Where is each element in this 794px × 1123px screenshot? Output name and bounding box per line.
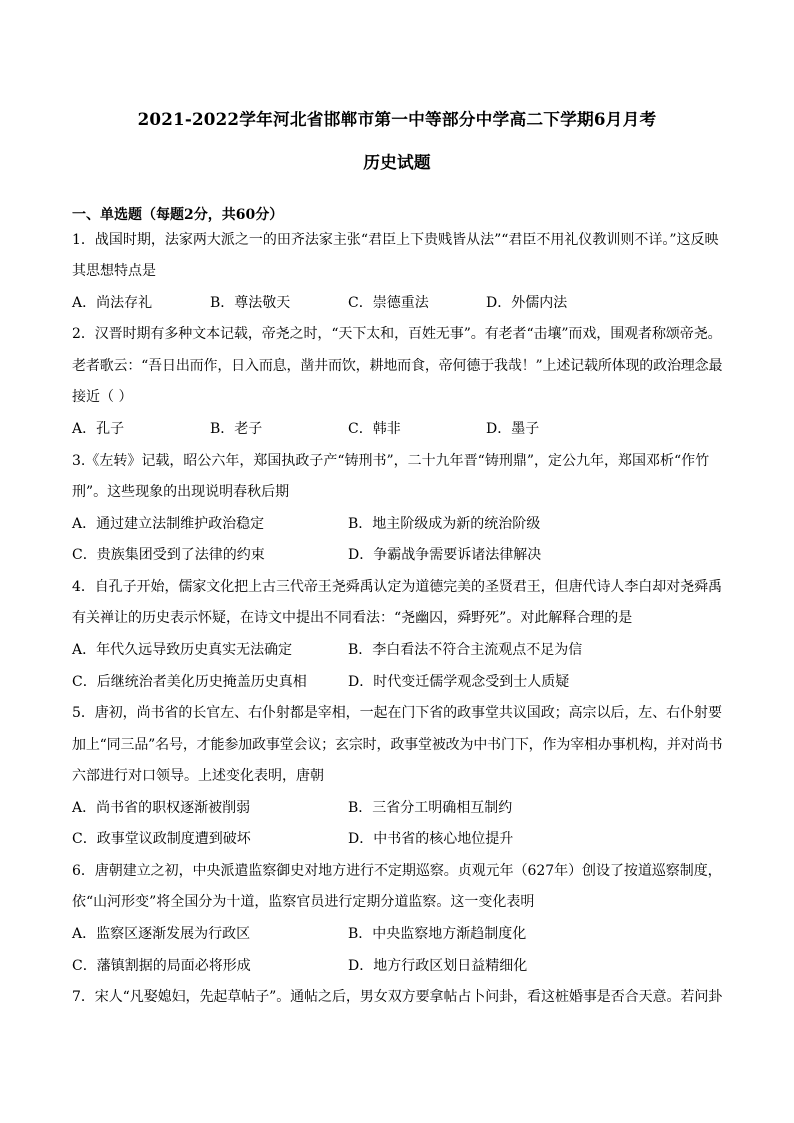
question-6-line-1: 6．唐朝建立之初，中央派遣监察御史对地方进行不定期巡察。贞观元年（627年）创设了按道巡察制度， — [72, 863, 722, 879]
question-6-option-b: B．中央监察地方渐趋制度化 — [348, 926, 527, 942]
question-3-option-b: B．地主阶级成为新的统治阶级 — [348, 516, 541, 532]
question-6-line-2: 依“山河形变”将全国分为十道，监察官员进行定期分道监察。这一变化表明 — [72, 894, 535, 910]
question-4-line-2: 有关禅让的历史表示怀疑，在诗文中提出不同看法：“尧幽囚，舜野死”。对此解释合理的是 — [72, 610, 633, 626]
question-1-option-d: D．外儒内法 — [486, 295, 568, 311]
question-2-line-2: 老者歌云：“吾日出而作，日入而息，凿井而饮，耕地而食，帝何德于我哉！”上述记载所体现的政治理念最 — [72, 358, 723, 374]
question-1-line-2: 其思想特点是 — [72, 263, 156, 279]
question-4-option-a: A．年代久远导致历史真实无法确定 — [72, 642, 293, 658]
question-2-line-3: 接近（ ） — [72, 389, 133, 405]
question-6-option-d: D．地方行政区划日益精细化 — [348, 958, 528, 974]
question-4-option-b: B．李白看法不符合主流观点不足为信 — [348, 642, 583, 658]
question-5-line-1: 5．唐初，尚书省的长官左、右仆射都是宰相，一起在门下省的政事堂共议国政；高宗以后，左、右仆射要 — [72, 705, 722, 721]
question-2-option-a: A．孔子 — [72, 421, 125, 437]
question-2-option-c: C．韩非 — [348, 421, 401, 437]
question-5-option-d: D．中书省的核心地位提升 — [348, 831, 514, 847]
question-1-option-c: C．崇德重法 — [348, 295, 429, 311]
question-3-line-2: 刑”。这些现象的出现说明春秋后期 — [72, 484, 290, 500]
question-1-option-b: B．尊法敬天 — [210, 295, 291, 311]
document-title: 2021-2022学年河北省邯郸市第一中等部分中学高二下学期6月月考 — [137, 109, 657, 129]
section-heading: 一、单选题（每题2分，共60分） — [72, 207, 284, 223]
question-5-option-a: A．尚书省的职权逐渐被削弱 — [72, 800, 251, 816]
question-4-option-d: D．时代变迁儒学观念受到士人质疑 — [348, 674, 570, 690]
question-2-option-b: B．老子 — [210, 421, 263, 437]
question-2-line-1: 2．汉晋时期有多种文本记载，帝尧之时，“天下太和，百姓无事”。有老者“击壤”而戏，围观者称颂帝尧。 — [72, 326, 722, 342]
question-6-option-a: A．监察区逐渐发展为行政区 — [72, 926, 251, 942]
question-4-option-c: C．后继统治者美化历史掩盖历史真相 — [72, 674, 307, 690]
question-1-line-1: 1．战国时期，法家两大派之一的田齐法家主张“君臣上下贵贱皆从法”“君臣不用礼仪教训则不详。”这反映 — [72, 232, 719, 248]
question-5-option-b: B．三省分工明确相互制约 — [348, 800, 513, 816]
document-subtitle: 历史试题 — [363, 152, 431, 172]
question-7-line-1: 7．宋人“凡娶媳妇，先起草帖子”。通帖之后，男女双方要拿帖占卜问卦，看这桩婚事是否合天意。若问卦 — [72, 989, 723, 1005]
question-5-line-2: 加上“同三品”名号，才能参加政事堂会议；玄宗时，政事堂被改为中书门下，作为宰相办事机构，并对尚书 — [72, 737, 723, 753]
question-2-option-d: D．墨子 — [486, 421, 540, 437]
question-4-line-1: 4．自孔子开始，儒家文化把上古三代帝王尧舜禹认定为道德完美的圣贤君王，但唐代诗人李白却对尧舜禹 — [72, 579, 722, 595]
question-5-option-c: C．政事堂议政制度遭到破坏 — [72, 831, 251, 847]
question-5-line-3: 六部进行对口领导。上述变化表明，唐朝 — [72, 768, 324, 784]
question-1-option-a: A．尚法存礼 — [72, 295, 153, 311]
question-3-option-c: C．贵族集团受到了法律的约束 — [72, 547, 265, 563]
question-3-option-d: D．争霸战争需要诉诸法律解决 — [348, 547, 542, 563]
question-3-line-1: 3.《左转》记载，昭公六年，郑国执政子产“铸刑书”，二十九年晋“铸刑鼎”，定公九年，郑国邓析“作竹 — [72, 453, 710, 469]
question-3-option-a: A．通过建立法制维护政治稳定 — [72, 516, 265, 532]
question-6-option-c: C．藩镇割据的局面必将形成 — [72, 958, 251, 974]
